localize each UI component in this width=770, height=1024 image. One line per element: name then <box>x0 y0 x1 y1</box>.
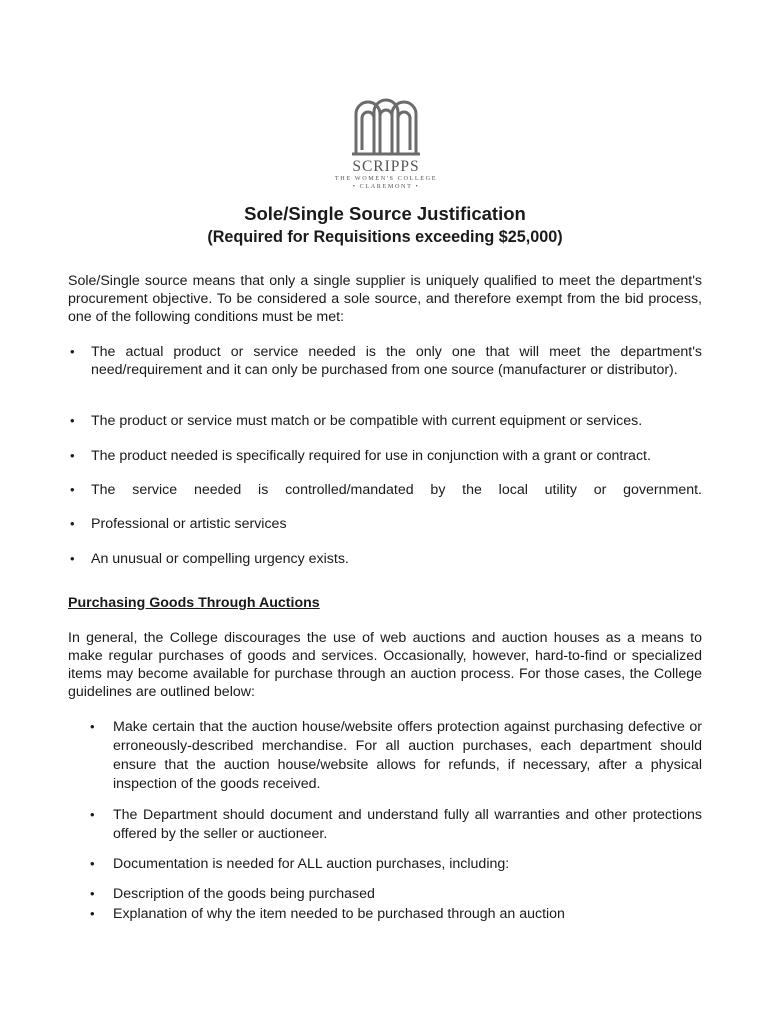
intro-paragraph: Sole/Single source means that only a single supplier is uniquely qualified to meet the department's procurement objective. To be considered a sole source, and therefore exempt from the bid process, one of the following conditions must be met: <box>68 273 702 325</box>
bullet-icon: • <box>70 344 75 359</box>
auctions-paragraph: In general, the College discourages the use of web auctions and auction houses as a means to make regular purchases of goods and services. Occasionally, however, hard-to-find or specialized items may become available for purchase through an auction process. For those cases, the College guidelines are outlined below: <box>68 630 702 700</box>
condition-item: The service needed is controlled/mandated by the local utility or government. <box>91 482 702 498</box>
condition-item: The product needed is specifically required for use in conjunction with a grant or contract. <box>91 448 651 464</box>
bullet-icon: • <box>70 482 75 497</box>
auctions-heading: Purchasing Goods Through Auctions <box>68 595 320 611</box>
bullet-icon: • <box>70 516 75 531</box>
condition-item: An unusual or compelling urgency exists. <box>91 551 349 567</box>
scripps-logo <box>330 92 442 192</box>
bullet-icon: • <box>70 413 75 428</box>
bullet-icon: • <box>70 448 75 463</box>
condition-item: The actual product or service needed is the only one that will meet the department's need/requirement and it can only be purchased from one source (manufacturer or distributor). <box>91 344 702 378</box>
guideline-item: Documentation is needed for ALL auction purchases, including: <box>113 856 510 872</box>
bullet-icon: • <box>90 886 95 901</box>
guideline-item: The Department should document and understand fully all warranties and other protections offered by the seller or auctioneer. <box>113 807 702 842</box>
bullet-icon: • <box>70 551 75 566</box>
logo-subtitle-1: THE WOMEN'S COLLEGE <box>334 175 438 182</box>
page-subtitle: (Required for Requisitions exceeding $25,000) <box>207 228 563 246</box>
bullet-icon: • <box>90 856 95 871</box>
bullet-icon: • <box>90 719 95 734</box>
guideline-item: Description of the goods being purchased <box>113 886 375 902</box>
bullet-icon: • <box>90 906 95 921</box>
scripps-arches-icon <box>350 92 422 156</box>
logo-name: SCRIPPS <box>352 158 420 175</box>
condition-item: The product or service must match or be compatible with current equipment or services. <box>91 413 643 429</box>
page-title: Sole/Single Source Justification <box>244 203 526 224</box>
logo-subtitle-2: • CLAREMONT • <box>352 183 420 190</box>
bullet-icon: • <box>90 807 95 822</box>
condition-item: Professional or artistic services <box>91 516 287 532</box>
guideline-item: Explanation of why the item needed to be purchased through an auction <box>113 906 565 922</box>
guideline-item: Make certain that the auction house/website offers protection against purchasing defective or erroneously-described merchandise. For all auction purchases, each department should ensure that the auction house/website allows for refunds, if necessary, after a physical inspection of the goods received. <box>113 719 702 792</box>
